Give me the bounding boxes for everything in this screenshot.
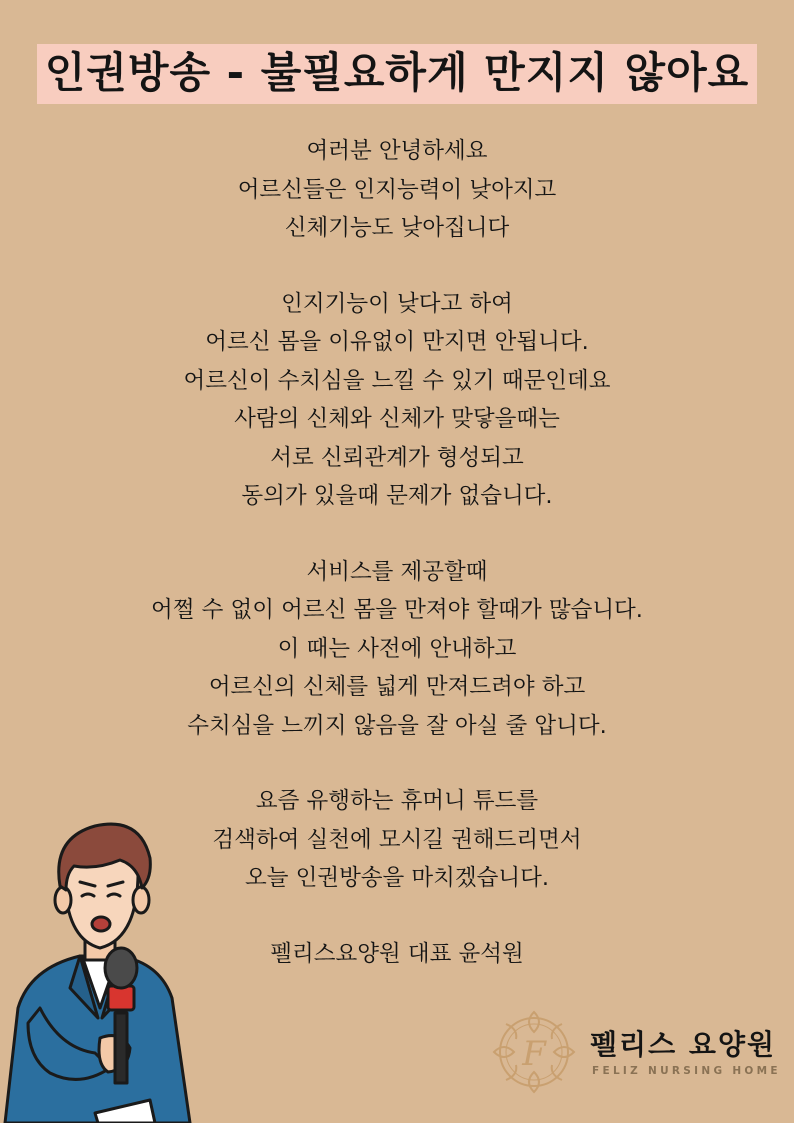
page-title: 인권방송 - 불필요하게 만지지 않아요 <box>37 44 758 104</box>
text-line: 어쩔 수 없이 어르신 몸을 만져야 할때가 많습니다. <box>151 597 643 623</box>
text-line: 검색하여 실천에 모시길 권해드리면서 <box>212 826 582 853</box>
logo-emblem-icon <box>486 1007 582 1097</box>
text-line: 이 때는 사전에 안내하고 <box>277 635 517 662</box>
text-line: 어르신들은 인지능력이 낮아지고 <box>237 176 557 203</box>
signature-line: 펠리스요양원 대표 윤석원 <box>270 940 524 967</box>
paragraph-greeting <box>0 132 794 248</box>
logo-subtitle: FELIZ NURSING HOME <box>592 1065 781 1077</box>
text-line: 인지기능이 낮다고 하여 <box>281 290 513 317</box>
logo-emblem-letter: F <box>522 1034 546 1074</box>
paragraph-no-touching <box>0 285 794 516</box>
text-line: 어르신의 신체를 넓게 만져드려야 하고 <box>208 674 586 700</box>
text-line: 오늘 인권방송을 마치겠습니다. <box>244 865 549 891</box>
text-line: 어르신이 수치심을 느낄 수 있기 때문인데요 <box>183 367 611 394</box>
reporter-illustration <box>0 808 200 1123</box>
text-line: 어르신 몸을 이유없이 만지면 안됩니다. <box>205 329 589 355</box>
text-line: 요즘 유행하는 휴머니 튜드를 <box>255 788 539 814</box>
text-line: 서로 신뢰관계가 형성되고 <box>270 444 524 471</box>
paragraph-service <box>0 553 794 746</box>
text-line: 사람의 신체와 신체가 맞닿을때는 <box>234 406 560 432</box>
title-container <box>0 44 794 104</box>
feliz-logo <box>486 1007 786 1097</box>
text-line: 동의가 있을때 문제가 없습니다. <box>241 483 553 509</box>
text-line: 수치심을 느끼지 않음을 잘 아실 줄 압니다. <box>187 712 607 739</box>
logo-name: 펠리스 요양원 <box>590 1028 777 1061</box>
text-line: 신체기능도 낮아집니다 <box>284 215 510 241</box>
text-line: 여러분 안녕하세요 <box>306 138 488 164</box>
text-line: 서비스를 제공할때 <box>306 558 488 585</box>
